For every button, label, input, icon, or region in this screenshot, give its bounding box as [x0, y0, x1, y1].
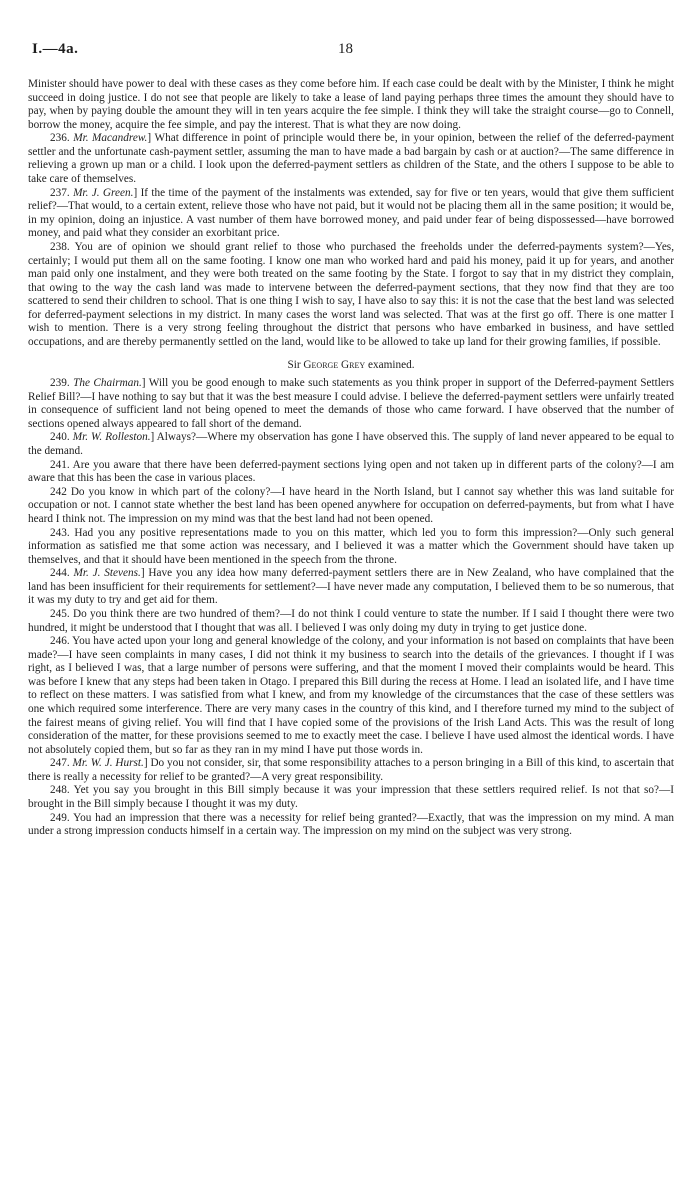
- document-reference: I.—4a.: [32, 41, 79, 57]
- heading-prefix: Sir: [287, 358, 301, 371]
- paragraph: [28, 241, 674, 350]
- paragraph-text: Are you aware that there have been deferred-payment sections lying open and not taken up in different parts of the colony?—I am aware that this has been the case in various places.: [28, 458, 674, 485]
- paragraph: [28, 459, 674, 486]
- paragraph-text: Will you be good enough to make such statements as you think proper in support of the Deferred-payment Settlers Relief Bill?—I have nothing to say but that it was the best measure I could advise. I believe the deferred-payment settlers were unfairly treated in consequence of sufficient land not being opened to meet the demands of those who came forward. I have observed that the number of sections opened always appeared to fall short of the demand.: [28, 377, 675, 430]
- paragraph-text: Do you not consider, sir, that some responsibility attaches to a person bringing in a Bill of this kind, to ascertain that there is really a necessity for relief to be granted?—A very great responsibility.: [28, 757, 675, 783]
- question-number: 248.: [50, 784, 70, 797]
- question-number: 241.: [50, 458, 70, 471]
- paragraph-group-1: [28, 78, 674, 350]
- paragraph: [28, 78, 674, 132]
- question-number: 240.: [50, 431, 70, 444]
- paragraph: 237. Mr. J. Green.] If the time of the payment of the instalments was extended, say for five or ten years, would that give them sufficient relief?—That would, to a certain extent, relieve those who have not paid, but it would not be placing them all in the same position; it would be, in my opinion, doing an injustice. A vast number of them have borrowed money, and paid under fear of being dispossessed—have borrowed money, and paid what they consider an exorbitant price.: [28, 186, 675, 240]
- paragraph-text: Minister should have power to deal with these cases as they come before him. If each case could be dealt with by the Minister, I think he might succeed in doing justice. I do not see that people are likely to take a lease of land paying perhaps three times the amount they should have to pay, when by paying double the amount they will in ten years acquire the fee simple. I think they will take the straight course—go to Connell, borrow the money, acquire the fee simple, and pay the interest. That is what they are now doing.: [28, 78, 674, 131]
- paragraph-text: Do you think there are two hundred of them?—I do not think I could venture to state the number. If I said I thought there were two hundred, it might be understood that I thought that was all. I believed I was only doing my duty in trying to get justice done.: [28, 607, 675, 634]
- paragraph-text: You have acted upon your long and general knowledge of the colony, and your information is not based on complaints that have been made?—I have seen complaints in many cases, I did not think it my business to search into the details of the grievances. I thought if I was right, as I believed I was, that a large number of persons were suffering, and that the moment I moved their complaints would be heard. This was before I knew that any steps had been taken in Otago. I prepared this Bill during the recess at Home. I lead an isolated life, and I have time to reflect on these matters. I was satisfied from what I knew, and from my knowledge of the circumstances that the case of these settlers was one which required some interference. There are very many cases in the country of this kind, and I therefore turned my mind to the subject of the fairest means of giving relief. You will find that I have copied some of the provisions of the Irish Land Acts. This was the result of long consideration of the matter, for these provisions seemed to me to exactly meet the case. I believe I have used almost the identical words. I have not absolutely copied them, but so far as they ran in my mind I have put those words in.: [28, 635, 674, 756]
- question-number: 236.: [50, 132, 70, 145]
- question-number: 244.: [50, 567, 70, 580]
- paragraph: 247. Mr. W. J. Hurst.] Do you not consider, sir, that some responsibility attaches to a person bringing in a Bill of this kind, to ascertain that there is really a necessity for relief to be granted?—A very great responsibility.: [28, 757, 675, 783]
- speaker-name: The Chairman.: [73, 377, 142, 390]
- paragraph-text: What difference in point of principle would there be, in your opinion, between the relief of the deferred-payment settler and the unfortunate cash-payment settler, assuming the man to have made a bad bargain by cash or at auction?—The same difference in relieving a grown up man or a child. I look upon the deferred-payment settlers as children of the State, and the others I suppose to be able to take care of themselves.: [28, 132, 675, 186]
- speaker-name: Mr. J. Green.: [73, 186, 134, 199]
- paragraph: 244. Mr. J. Stevens.] Have you any idea how many deferred-payment settlers there are in New Zealand, who have complained that the land has been insufficient for their requirements for settlement?—I have never made any computation, I believed them to be so numerous, that it was my duty to try and get aid for them.: [28, 567, 675, 607]
- question-number: 242: [50, 485, 67, 498]
- paragraph: 240. Mr. W. Rolleston.] Always?—Where my observation has gone I have observed this. The supply of land never appeared to be equal to the demand.: [28, 431, 674, 458]
- paragraph: [28, 527, 674, 568]
- question-number: 245.: [50, 607, 70, 620]
- paragraph-text: You are of opinion we should grant relief to those who purchased the freeholds under the deferred-payments system?—Yes, certainly; I would put them all on the same footing. I know one man who worked hard and paid his money, paid it up for years, and another man paid only one instalment, and they were both treated on the same footing by the State. I forgot to say that in my district they complain, that owing to the way the cash land was made to intervene between the deferred-payment sections, that they now find that they are too scattered to send their children to school. That is one thing I wish to say, I have also to say this: it is not the case that the best land was selected for deferred-payment selections in my district. In many cases the worst land was selected. That was at the first go off. There is one matter I wish to mention. There is a very strong feeling throughout the district that persons who have embarked in business, and have settled occupations, and are thereby permanently settled on the land, would like to be allowed to take up land for their growing families, if possible.: [28, 240, 675, 348]
- paragraph-text: Do you know in which part of the colony?—I have heard in the North Island, but I cannot say whether this was land suitable for occupation or not. I cannot state whether the best land has been opened anywhere for occupation on deferred-payments, but from what I have heard I think not. The impression on my mind was that the best land had not been opened.: [28, 485, 675, 525]
- paragraph-text: If the time of the payment of the instalments was extended, say for five or ten years, would that give them sufficient relief?—That would, to a certain extent, relieve those who have not paid, but it would not be placing them all in the same position; it would be, in my opinion, doing an injustice. A vast number of them have borrowed money, and paid under fear of being dispossessed—have borrowed money, and paid what they consider an exorbitant price.: [28, 186, 675, 240]
- paragraph: [28, 486, 674, 527]
- paragraph-text: You had an impression that there was a necessity for relief being granted?—Exactly, that was the impression on my mind. A man under a strong impression conducts himself in a certain way. The impression on my mind on the subject was very strong.: [28, 811, 674, 838]
- section-heading: [28, 359, 674, 373]
- paragraph: [28, 608, 674, 635]
- speaker-name: Mr. Macandrew.: [73, 132, 148, 145]
- document-body: [28, 78, 674, 839]
- paragraph: [28, 784, 674, 811]
- heading-suffix: examined.: [367, 358, 415, 371]
- speaker-name: Mr. W. Rolleston.: [72, 431, 151, 444]
- paragraph-text: Had you any positive representations made to you on this matter, which led you to form this impression?—Only such general information as satisfied me that some action was necessary, and I believed it was a matter which the Government should have taken up themselves, and that it should have been mentioned in the speech from the throne.: [28, 526, 675, 566]
- paragraph-text: Always?—Where my observation has gone I have observed this. The supply of land never appeared to be equal to the demand.: [28, 431, 674, 458]
- question-number: 238.: [50, 240, 70, 253]
- question-number: 237.: [50, 186, 70, 199]
- question-number: 247.: [50, 757, 70, 770]
- speaker-name: Mr. J. Stevens.: [73, 567, 141, 580]
- question-number: 249.: [50, 811, 70, 824]
- question-number: 246.: [50, 635, 70, 648]
- paragraph-text: Have you any idea how many deferred-payment settlers there are in New Zealand, who have complained that the land has been insufficient for their requirements for settlement?—I have never made any computation, I believed them to be so numerous, that it was my duty to try and get aid for them.: [28, 567, 675, 607]
- paragraph-group-2: [28, 377, 674, 839]
- paragraph: [28, 812, 674, 839]
- question-number: 239.: [50, 377, 70, 390]
- page-number: 18: [338, 41, 353, 57]
- speaker-name: Mr. W. J. Hurst.: [72, 757, 144, 770]
- paragraph: 236. Mr. Macandrew.] What difference in point of principle would there be, in your opinion, between the relief of the deferred-payment settler and the unfortunate cash-payment settler, assuming the man to have made a bad bargain by cash or at auction?—The same difference in relieving a grown up man or a child. I look upon the deferred-payment settlers as children of the State, and the others I suppose to be able to take care of themselves.: [28, 132, 675, 186]
- page-header: [32, 41, 668, 63]
- question-number: 243.: [50, 526, 70, 539]
- paragraph-text: Yet you say you brought in this Bill simply because it was your impression that these settlers required relief. Is not that so?—I brought in the Bill simply because I thought it was my duty.: [28, 784, 674, 811]
- paragraph: [28, 635, 674, 757]
- paragraph: 239. The Chairman.] Will you be good enough to make such statements as you think proper in support of the Deferred-payment Settlers Relief Bill?—I have nothing to say but that it was the best measure I could advise. I believe the deferred-payment settlers were unfairly treated in consequence of sufficient land not being opened to meet the demands of those who came forward. I have observed that the number of sections opened always appeared to fall short of the demand.: [28, 377, 675, 430]
- heading-name: George Grey: [303, 358, 366, 371]
